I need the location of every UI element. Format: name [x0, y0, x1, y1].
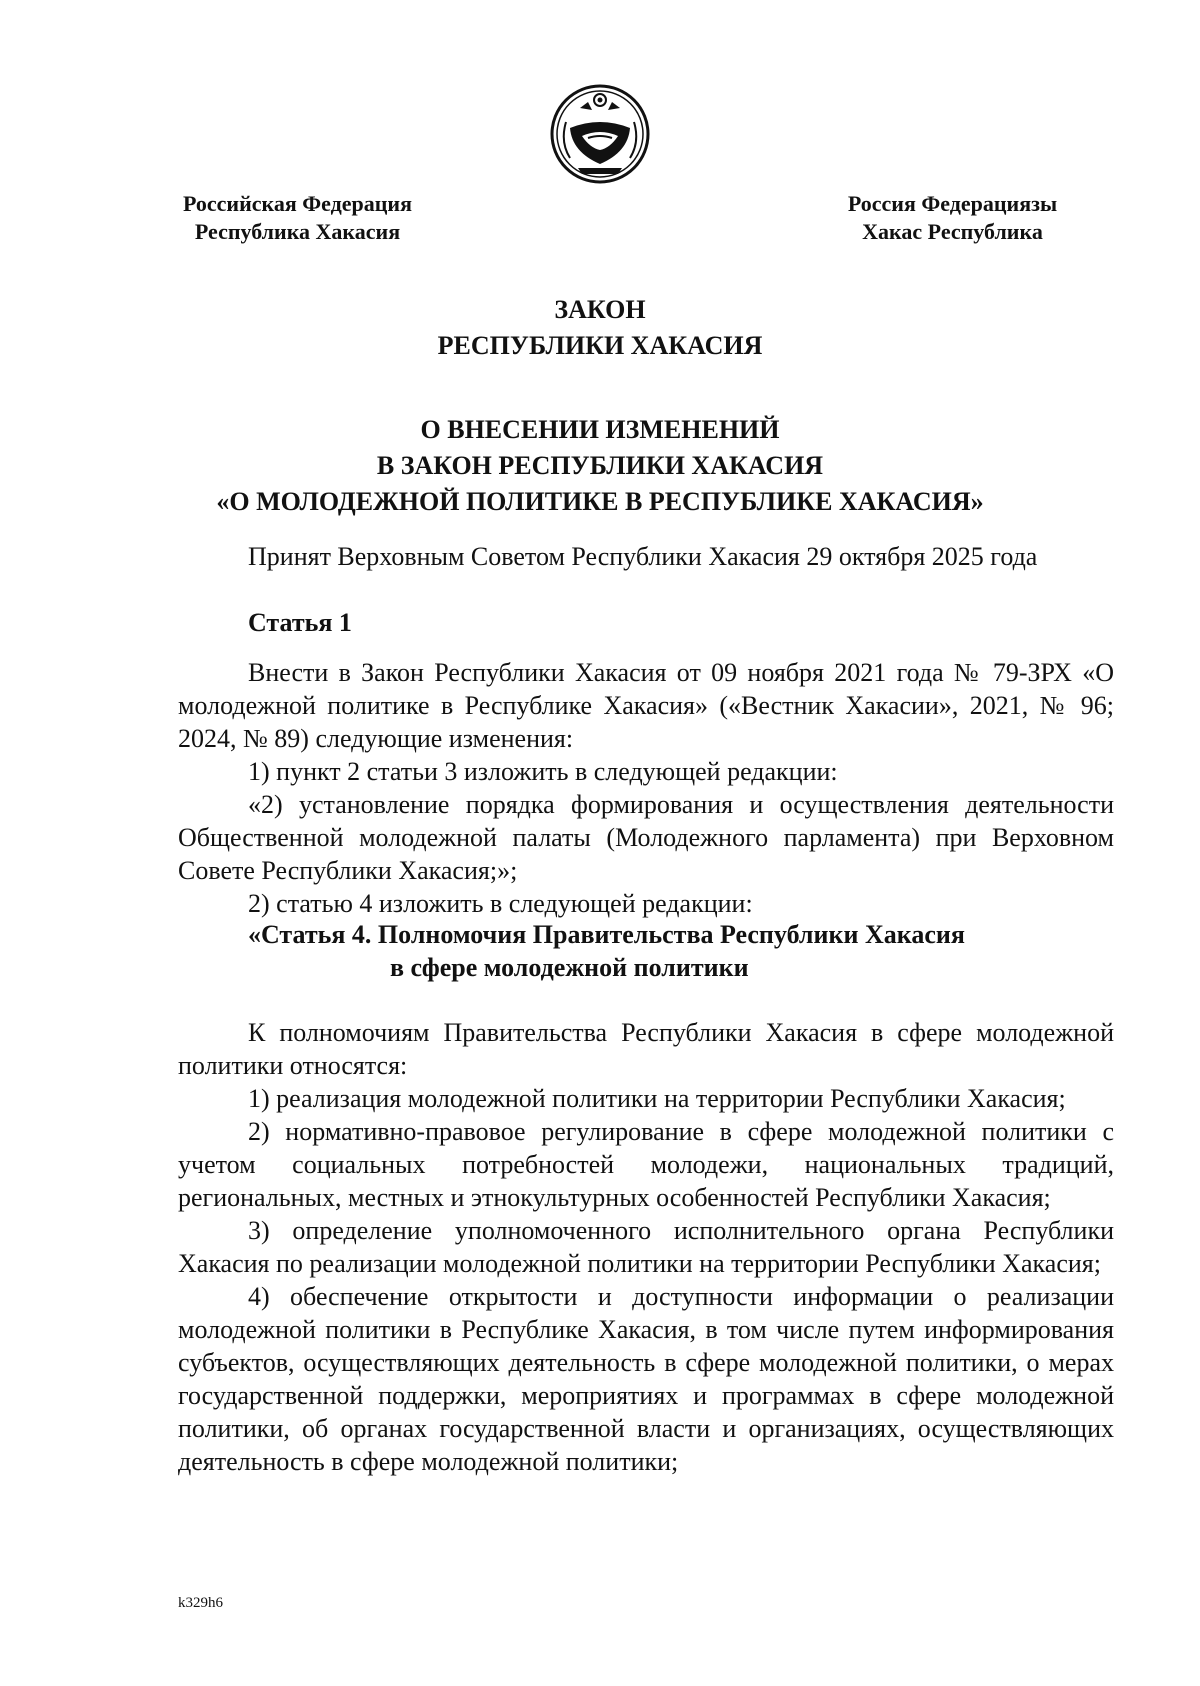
article-1-body — [178, 656, 1114, 920]
law-title-line1: ЗАКОН — [554, 295, 646, 324]
paragraph: 1) реализация молодежной политики на территории Республики Хакасия; — [248, 1084, 1066, 1113]
header-right — [820, 190, 1085, 246]
article-4-heading — [248, 918, 1108, 984]
header-left-line1: Российская Федерация — [182, 191, 413, 216]
document-code: k329h6 — [178, 1595, 223, 1611]
law-subject — [150, 412, 1050, 520]
paragraph: «2) установление порядка формирования и осуществления деятельности Общественной молодежной палаты (Молодежного парламента) при Верховном Совете Республики Хакасия;»; — [178, 790, 1114, 885]
paragraph: 2) статью 4 изложить в следующей редакции: — [248, 889, 753, 918]
article-4-heading-line2: в сфере молодежной политики — [390, 953, 749, 982]
article-4-heading-line1: «Статья 4. Полномочия Правительства Республики Хакасия — [248, 920, 965, 949]
article-4-body — [178, 1016, 1114, 1478]
adoption-text: Принят Верховным Советом Республики Хакасия 29 октября 2025 года — [248, 542, 1038, 571]
coat-of-arms-emblem-icon — [548, 82, 652, 186]
paragraph: 1) пункт 2 статьи 3 изложить в следующей редакции: — [248, 757, 838, 786]
adoption-statement — [178, 540, 1114, 573]
paragraph: 2) нормативно-правовое регулирование в сфере молодежной политики с учетом социальных потребностей молодежи, национальных традиций, региональных, местных и этнокультурных особенностей Республики Хакасия; — [178, 1117, 1114, 1212]
law-subject-line2: В ЗАКОН РЕСПУБЛИКИ ХАКАСИЯ — [376, 451, 824, 480]
header-left — [165, 190, 430, 246]
header-right-line2: Хакас Республика — [862, 219, 1043, 244]
paragraph: 4) обеспечение открытости и доступности информации о реализации молодежной политики в Республике Хакасия, в том числе путем информирования субъектов, осуществляющих деятельность в сфере молодежной политики, о мерах государственной поддержки, мероприятиях и программах в сфере молодежной политики, об органах государственной власти и организациях, осуществляющих деятельность в сфере молодежной политики; — [178, 1282, 1114, 1476]
header-left-line2: Республика Хакасия — [194, 219, 401, 244]
paragraph: Внести в Закон Республики Хакасия от 09 ноября 2021 года № 79-ЗРХ «О молодежной политике в Республике Хакасия» («Вестник Хакасии», 2021, № 96; 2024, № 89) следующие изменения: — [178, 658, 1114, 753]
law-title — [150, 292, 1050, 364]
paragraph: К полномочиям Правительства Республики Хакасия в сфере молодежной политики относятся: — [178, 1018, 1114, 1080]
paragraph: 3) определение уполномоченного исполнительного органа Республики Хакасия по реализации молодежной политики на территории Республики Хакасия; — [178, 1216, 1114, 1278]
header-right-line1: Россия Федерациязы — [847, 191, 1058, 216]
article-1-heading — [178, 606, 1114, 639]
law-title-line2: РЕСПУБЛИКИ ХАКАСИЯ — [437, 331, 763, 360]
article-1-heading-text: Статья 1 — [248, 608, 352, 637]
law-subject-line1: О ВНЕСЕНИИ ИЗМЕНЕНИЙ — [420, 415, 780, 444]
law-subject-line3: «О МОЛОДЕЖНОЙ ПОЛИТИКЕ В РЕСПУБЛИКЕ ХАКАСИЯ» — [216, 487, 984, 516]
